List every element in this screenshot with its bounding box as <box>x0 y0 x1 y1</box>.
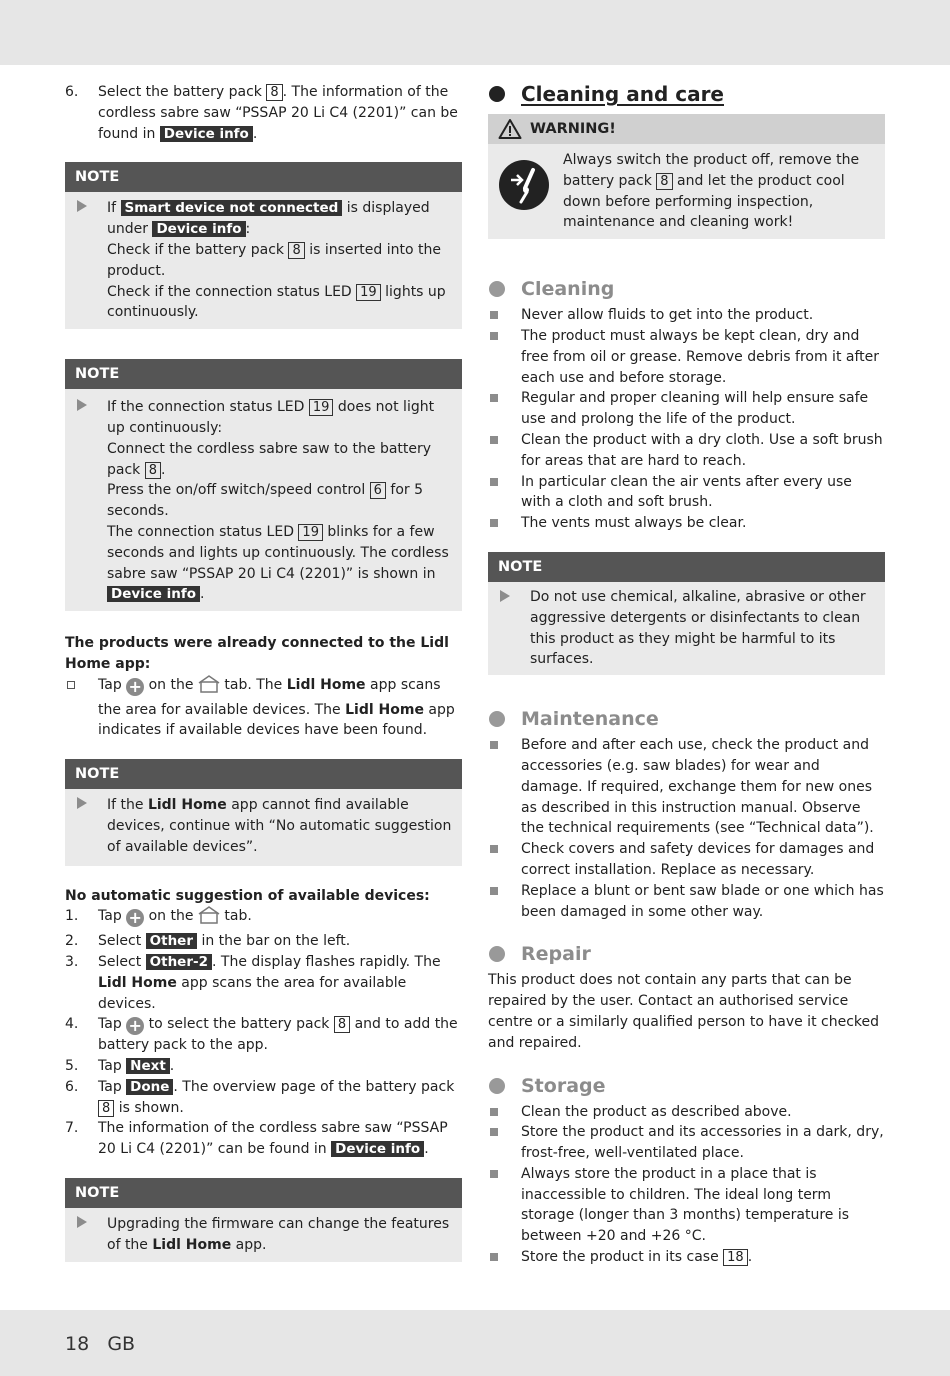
text: Tap <box>98 1078 127 1095</box>
text: Before and after each use, check the product and accessories (e.g. saw blades) for wear and damage. If required, exchange them for new ones as described in this instruction manual. Observe the technical requirements (see “Technical data”). <box>521 737 874 837</box>
text: In particular clean the air vents after every use with a cloth and soft brush. <box>521 473 852 511</box>
text: in the bar on the left. <box>197 933 351 950</box>
maintenance-heading <box>488 707 885 731</box>
cleaning-and-care-heading <box>488 82 885 106</box>
text: If the connection status LED <box>107 399 309 416</box>
note-body <box>65 1208 462 1262</box>
step-2 <box>65 931 462 952</box>
text: Never allow fluids to get into the product. <box>521 307 814 324</box>
ref-box: 19 <box>309 399 334 416</box>
text: Clean the product as described above. <box>521 1103 792 1120</box>
app-name: Lidl Home <box>286 676 366 693</box>
repair-heading <box>488 942 885 966</box>
text: and to add the battery pack to the app. <box>98 1016 458 1054</box>
text: is inserted into the product. <box>107 241 441 279</box>
ref-box: 8 <box>288 242 304 259</box>
ui-label-other-2: Other-2 <box>146 954 212 970</box>
ui-label-device-info: Device info <box>160 126 253 142</box>
square-bullet-icon <box>490 311 498 319</box>
text: on the <box>144 908 198 925</box>
list-item <box>488 1122 885 1164</box>
heading-text: Storage <box>521 1074 606 1097</box>
step-5 <box>65 1056 462 1077</box>
page-footer <box>65 1332 135 1356</box>
text: on the <box>144 676 198 693</box>
note-title: NOTE <box>488 552 885 582</box>
list-item <box>488 305 885 326</box>
ui-label-next: Next <box>126 1058 170 1074</box>
text: Store the product in its case <box>521 1249 724 1266</box>
bullet-dot-icon <box>489 711 505 727</box>
page-language: GB <box>107 1333 136 1355</box>
ref-box: 8 <box>145 462 161 479</box>
text: Check covers and safety devices for damages and correct installation. Replace as necessary. <box>521 841 875 878</box>
note-detergents <box>488 552 885 675</box>
note-body <box>65 192 462 329</box>
heading-text: Cleaning <box>521 278 615 301</box>
warning-header <box>488 114 885 144</box>
step-1 <box>65 906 462 931</box>
text: Select <box>98 953 146 970</box>
list-item <box>488 430 885 472</box>
text: . The overview page of the battery pack <box>173 1078 455 1095</box>
square-bullet-icon <box>490 436 498 444</box>
text: app. <box>231 1236 267 1253</box>
footer-band <box>0 1310 950 1376</box>
text: does not light up continuously: <box>107 399 435 436</box>
square-bullet-icon <box>490 394 498 402</box>
text: . The display flashes rapidly. The <box>212 953 441 970</box>
warning-title: WARNING! <box>530 121 616 137</box>
no-auto-section <box>65 886 462 1161</box>
text: Clean the product with a dry cloth. Use a soft brush for areas that are hard to reach. <box>521 431 883 469</box>
page-number: 18 <box>65 1333 90 1355</box>
note-title: NOTE <box>65 162 462 192</box>
text: tab. The <box>219 676 287 693</box>
cleaning-section <box>488 277 885 534</box>
step-number: 3. <box>65 953 79 970</box>
repair-text: This product does not contain any parts that can be repaired by the user. Contact an authorised service centre or a similarly qualified person to have it checked and repaired. <box>488 972 879 1051</box>
warning-body <box>488 144 885 239</box>
text: is displayed under <box>107 200 430 238</box>
ui-label-device-info: Device info <box>152 221 245 237</box>
right-column <box>488 82 885 1268</box>
text: . The information of the cordless sabre saw “PSSAP 20 Li C4 (2201)” can be found in <box>98 84 458 142</box>
bullet-dot-icon <box>489 1078 505 1094</box>
ref-box: 8 <box>98 1100 114 1117</box>
square-bullet-icon <box>490 845 498 853</box>
square-bullet-icon <box>490 478 498 486</box>
triangle-bullet-icon <box>77 399 87 411</box>
text: Replace a blunt or bent saw blade or one which has been damaged in some other way. <box>521 882 884 920</box>
list-item <box>488 326 885 388</box>
bullet-dot-icon <box>489 86 505 102</box>
text: . <box>252 125 258 142</box>
text: Check if the connection status LED <box>107 283 357 300</box>
bullet-dot-icon <box>489 946 505 962</box>
left-column <box>65 82 462 1262</box>
text: The information of the cordless sabre saw “PSSAP 20 Li C4 (2201)” can be found in <box>98 1120 448 1158</box>
note-title: NOTE <box>65 1178 462 1208</box>
ui-label-smart-device-not-connected: Smart device not connected <box>121 200 343 216</box>
step-number: 4. <box>65 1016 79 1033</box>
note-body <box>65 389 462 611</box>
step-number: 1. <box>65 908 79 925</box>
cleaning-heading <box>488 277 885 301</box>
step-7 <box>65 1118 462 1160</box>
text: . <box>747 1249 753 1266</box>
text: If the <box>107 797 148 814</box>
ref-box: 6 <box>370 482 386 499</box>
triangle-bullet-icon <box>500 590 510 602</box>
plus-icon: + <box>126 909 144 927</box>
text: The connection status LED <box>107 523 299 540</box>
home-icon <box>198 675 220 700</box>
step-3 <box>65 952 462 1014</box>
ref-box: 18 <box>723 1249 748 1266</box>
square-bullet-icon <box>490 741 498 749</box>
warning-triangle-icon <box>498 118 522 140</box>
text: Upgrading the firmware can change the features of the <box>107 1216 450 1253</box>
ref-box: 19 <box>298 524 323 541</box>
text: . <box>424 1141 429 1158</box>
text: blinks for a few seconds and lights up continuously. The cordless sabre saw “PSSAP 20 Li C4 (2201)” is shown in <box>107 523 449 582</box>
step-number: 5. <box>65 1058 79 1075</box>
text: to select the battery pack <box>144 1016 334 1033</box>
step-4 <box>65 1014 462 1056</box>
square-bullet-icon <box>490 332 498 340</box>
storage-heading <box>488 1074 885 1098</box>
section-heading: No automatic suggestion of available devices: <box>65 887 430 904</box>
text: app scans the area for available devices. The <box>98 676 441 718</box>
plus-icon: + <box>126 1017 144 1035</box>
text: tab. <box>219 908 252 925</box>
note-led <box>65 359 462 611</box>
checkbox-square-icon <box>67 681 75 689</box>
list-item <box>488 735 885 839</box>
triangle-bullet-icon <box>77 797 87 809</box>
storage-section <box>488 1074 885 1268</box>
text: Always store the product in a place that is inaccessible to children. The ideal long term storage (longer than 3 months) temperature is between +20 and +26 °C. <box>521 1165 850 1245</box>
note-title: NOTE <box>65 759 462 789</box>
text: . <box>169 1058 175 1075</box>
text: : <box>245 221 251 238</box>
heading-text: Repair <box>521 943 591 966</box>
maintenance-section <box>488 707 885 922</box>
list-item <box>488 1247 885 1268</box>
text: . <box>161 461 166 478</box>
note-title: NOTE <box>65 359 462 389</box>
section-heading: The products were already connected to the Lidl Home app: <box>65 635 449 672</box>
text: Select <box>98 933 146 950</box>
heading-text: Cleaning and care <box>521 82 724 106</box>
text: Tap <box>98 676 127 693</box>
list-item <box>488 881 885 923</box>
note-body <box>65 789 462 865</box>
text: and let the product cool down before performing inspection, maintenance and cleaning work! <box>563 172 845 231</box>
text: Press the on/off switch/speed control <box>107 482 370 499</box>
already-connected-section <box>65 633 462 741</box>
ref-box: 8 <box>266 84 282 101</box>
note-body <box>488 582 885 675</box>
ref-box: 19 <box>356 284 381 301</box>
text: Select the battery pack <box>98 84 267 100</box>
ui-label-device-info: Device info <box>107 586 200 602</box>
text: app indicates if available devices have been found. <box>98 701 455 739</box>
bullet-dot-icon <box>489 281 505 297</box>
text: Regular and proper cleaning will help ensure safe use and prolong the life of the product. <box>521 390 869 428</box>
text: Tap <box>98 1016 127 1033</box>
repair-section <box>488 942 885 1053</box>
step-number: 7. <box>65 1120 79 1137</box>
app-name: Lidl Home <box>98 974 177 991</box>
step-6 <box>65 1077 462 1119</box>
text: . <box>200 586 205 603</box>
text: The product must always be kept clean, dry and free from oil or grease. Remove debris from it after each use and before storage. <box>521 327 880 386</box>
note-smart-device <box>65 162 462 329</box>
square-bullet-icon <box>490 1128 498 1136</box>
step-number: 6. <box>65 84 79 100</box>
step-number: 2. <box>65 933 79 950</box>
list-item <box>488 1164 885 1247</box>
plus-icon: + <box>126 678 144 696</box>
note-not-found <box>65 759 462 865</box>
note-firmware <box>65 1178 462 1262</box>
text: If <box>107 200 121 217</box>
app-name: Lidl Home <box>152 1236 232 1253</box>
text: is shown. <box>114 1099 184 1116</box>
square-bullet-icon <box>490 1170 498 1178</box>
top-band <box>0 0 950 65</box>
text: Always switch the product off, remove the battery pack <box>563 152 860 189</box>
ui-label-device-info: Device info <box>331 1141 424 1157</box>
text: Store the product and its accessories in a dark, dry, frost-free, well-ventilated place. <box>521 1124 884 1162</box>
text: Tap <box>98 908 127 925</box>
list-item <box>488 472 885 514</box>
step-number: 6. <box>65 1078 79 1095</box>
text: Do not use chemical, alkaline, abrasive or other aggressive detergents or disinfectants to clean this product as they might be harmful to its surfaces. <box>530 588 866 668</box>
list-item <box>65 675 462 741</box>
square-bullet-icon <box>490 519 498 527</box>
home-icon <box>198 906 220 931</box>
heading-text: Maintenance <box>521 708 659 731</box>
text: The vents must always be clear. <box>521 515 747 532</box>
text: app cannot find available devices, continue with “No automatic suggestion of available devices”. <box>107 797 452 855</box>
text: lights up continuously. <box>107 283 446 321</box>
app-name: Lidl Home <box>147 797 227 814</box>
ui-label-other: Other <box>146 933 197 949</box>
list-item <box>488 839 885 881</box>
square-bullet-icon <box>490 1253 498 1261</box>
square-bullet-icon <box>490 887 498 895</box>
text: Check if the battery pack <box>107 241 289 258</box>
warning-box <box>488 114 885 239</box>
ui-label-done: Done <box>126 1079 173 1095</box>
text: for 5 seconds. <box>107 482 424 520</box>
text: app scans the area for available devices. <box>98 974 407 1012</box>
text: Tap <box>98 1058 127 1075</box>
step-select-battery <box>65 82 462 144</box>
app-name: Lidl Home <box>345 701 424 718</box>
triangle-bullet-icon <box>77 200 87 212</box>
list-item <box>488 513 885 534</box>
unplug-mandatory-icon <box>497 158 551 212</box>
ref-box: 8 <box>334 1016 350 1033</box>
list-item <box>488 1102 885 1123</box>
list-item <box>488 388 885 430</box>
triangle-bullet-icon <box>77 1216 87 1228</box>
text: Connect the cordless sabre saw to the battery pack <box>107 440 432 478</box>
square-bullet-icon <box>490 1108 498 1116</box>
ref-box: 8 <box>656 173 672 190</box>
